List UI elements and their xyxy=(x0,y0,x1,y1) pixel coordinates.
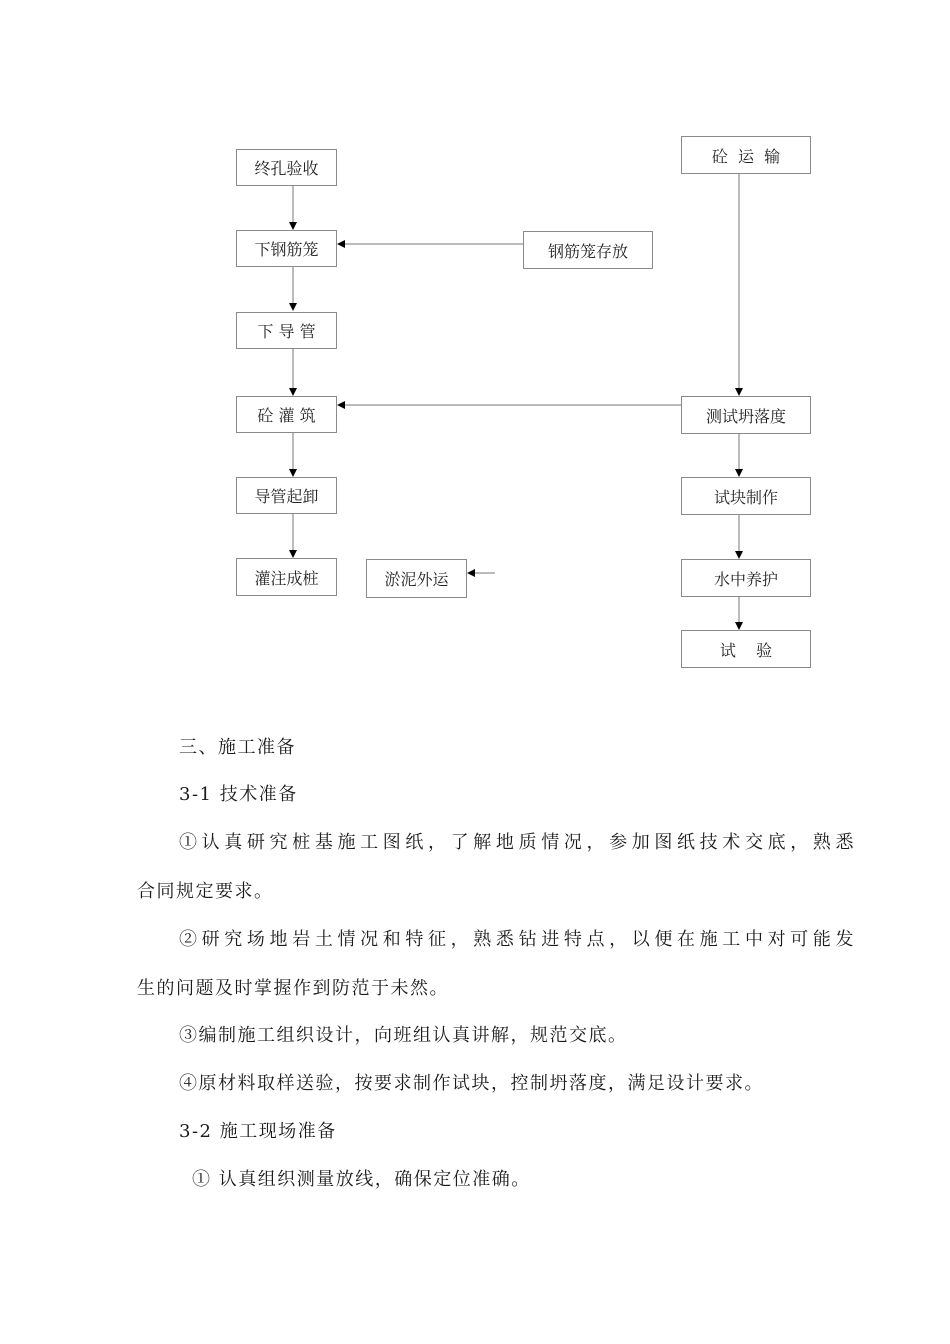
item-4: ④原材料取样送验，按要求制作试块，控制坍落度，满足设计要求。 xyxy=(179,1073,764,1094)
subsection-title-technical: 3-1 技术准备 xyxy=(179,784,298,805)
item-1-line-1: ①认真研究桩基施工图纸，了解地质情况，参加图纸技术交底，熟悉 xyxy=(179,832,855,853)
subsection-title-site: 3-2 施工现场准备 xyxy=(179,1121,337,1142)
box-conduit-removal: 导管起卸 xyxy=(236,477,337,514)
box-final-hole-inspection: 终孔验收 xyxy=(236,149,337,186)
box-mud-transport: 淤泥外运 xyxy=(366,559,467,598)
section-title: 三、施工准备 xyxy=(179,737,296,758)
box-test-block-making: 试块制作 xyxy=(681,477,811,515)
box-test: 试 验 xyxy=(681,630,811,668)
item-3: ③编制施工组织设计，向班组认真讲解，规范交底。 xyxy=(179,1025,628,1046)
box-lower-steel-cage: 下钢筋笼 xyxy=(236,230,337,267)
box-concrete-pouring: 砼 灌 筑 xyxy=(236,396,337,433)
box-concrete-transport: 砼 运 输 xyxy=(681,136,811,174)
box-lower-conduit: 下 导 管 xyxy=(236,312,337,349)
box-slump-test: 测试坍落度 xyxy=(681,396,811,434)
item-5: ① 认真组织测量放线，确保定位准确。 xyxy=(192,1169,531,1190)
item-2-line-2: 生的问题及时掌握作到防范于未然。 xyxy=(137,978,449,999)
box-pile-formed: 灌注成桩 xyxy=(236,558,337,596)
item-2-line-1: ②研究场地岩土情况和特征，熟悉钻进特点，以便在施工中对可能发 xyxy=(179,929,855,950)
box-cage-storage: 钢筋笼存放 xyxy=(523,231,653,269)
box-water-curing: 水中养护 xyxy=(681,559,811,597)
item-1-line-2: 合同规定要求。 xyxy=(137,881,274,902)
